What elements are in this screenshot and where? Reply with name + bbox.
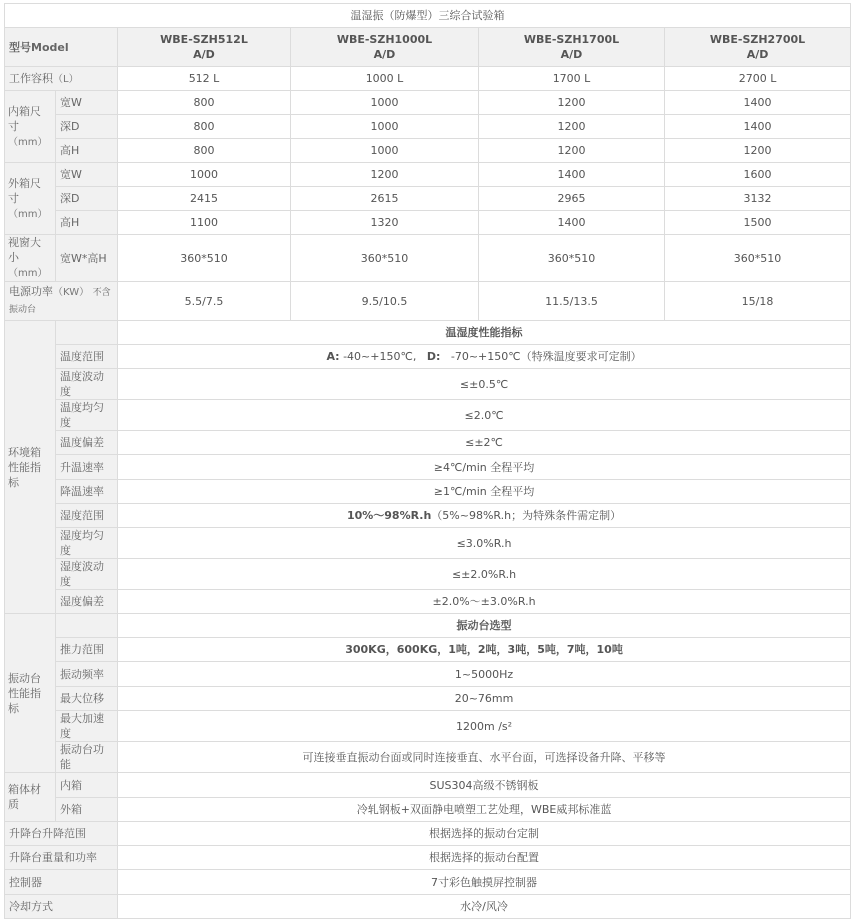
volume-label: 工作容积（L） xyxy=(5,67,118,91)
temp-range-value: A: -40~+150℃, D: -70~+150℃（特殊温度要求可定制） xyxy=(118,345,851,369)
inner-size-row xyxy=(5,115,851,139)
model-label: 型号Model xyxy=(5,28,118,67)
row-label: 最大位移 xyxy=(56,687,118,711)
cell-value: 1000 xyxy=(118,163,291,187)
misc-row xyxy=(5,895,851,919)
material-row xyxy=(5,798,851,822)
cell-value: 800 xyxy=(118,115,291,139)
row-value: ≥1℃/min 全程平均 xyxy=(118,480,851,504)
cell-value: 1000 xyxy=(291,139,479,163)
env-group-label: 环境箱 性能指标 xyxy=(5,321,56,614)
cell-value: 15/18 xyxy=(665,282,851,321)
env-section-title: 温湿度性能指标 xyxy=(118,321,851,345)
misc-row xyxy=(5,870,851,895)
cell-value: 3132 xyxy=(665,187,851,211)
cell-value: 5.5/7.5 xyxy=(118,282,291,321)
row-value: ≤±0.5℃ xyxy=(118,369,851,400)
thrust-value: 300KG，600KG，1吨，2吨，3吨，5吨，7吨，10吨 xyxy=(118,638,851,662)
vib-group-label: 振动台 性能指标 xyxy=(5,614,56,773)
cell-value: 1400 xyxy=(665,91,851,115)
row-value: ±2.0%～±3.0%R.h xyxy=(118,590,851,614)
env-section-row xyxy=(5,321,851,345)
dim-label: 宽W xyxy=(56,91,118,115)
inner-size-label: 内箱尺寸 （mm） xyxy=(5,91,56,163)
cell-value: 1200 xyxy=(291,163,479,187)
cell-value: 1400 xyxy=(665,115,851,139)
inner-size-row xyxy=(5,139,851,163)
row-value: 冷轧钢板+双面静电喷塑工艺处理，WBE威邦标准蓝 xyxy=(118,798,851,822)
cell-value: 2615 xyxy=(291,187,479,211)
cell-value: 1500 xyxy=(665,211,851,235)
row-label: 降温速率 xyxy=(56,480,118,504)
cell-value: 2965 xyxy=(479,187,665,211)
model-header-2: WBE-SZH1000L A/D xyxy=(291,28,479,67)
dim-label: 高H xyxy=(56,211,118,235)
model-header-1: WBE-SZH512L A/D xyxy=(118,28,291,67)
power-row xyxy=(5,282,851,321)
power-label: 电源功率（KW） 不含振动台 xyxy=(5,282,118,321)
env-row xyxy=(5,559,851,590)
outer-size-row xyxy=(5,187,851,211)
cell-value: 1000 xyxy=(291,115,479,139)
cell-value: 800 xyxy=(118,139,291,163)
cell-value: 1400 xyxy=(479,163,665,187)
row-value: 20~76mm xyxy=(118,687,851,711)
cell-value: 1600 xyxy=(665,163,851,187)
cell-value: 1000 xyxy=(291,91,479,115)
cell-value: 1200 xyxy=(479,91,665,115)
row-value: 可连接垂直振动台面或同时连接垂直、水平台面，可选择设备升降、平移等 xyxy=(118,742,851,773)
row-label: 内箱 xyxy=(56,773,118,798)
volume-value: 2700 L xyxy=(665,67,851,91)
cell-value: 360*510 xyxy=(291,235,479,282)
row-label: 最大加速度 xyxy=(56,711,118,742)
cell-value: 360*510 xyxy=(118,235,291,282)
window-row xyxy=(5,235,851,282)
empty-label xyxy=(56,321,118,345)
env-row xyxy=(5,431,851,455)
row-label: 湿度均匀度 xyxy=(56,528,118,559)
env-row xyxy=(5,528,851,559)
row-label: 湿度偏差 xyxy=(56,590,118,614)
dim-label: 深D xyxy=(56,115,118,139)
temp-range-row xyxy=(5,345,851,369)
row-label: 振动台功能 xyxy=(56,742,118,773)
volume-row xyxy=(5,67,851,91)
row-label: 湿度波动度 xyxy=(56,559,118,590)
cell-value: 800 xyxy=(118,91,291,115)
model-header-3: WBE-SZH1700L A/D xyxy=(479,28,665,67)
row-value: 1200m /s² xyxy=(118,711,851,742)
volume-value: 1000 L xyxy=(291,67,479,91)
dim-label: 宽W xyxy=(56,163,118,187)
empty-label xyxy=(56,614,118,638)
env-row xyxy=(5,400,851,431)
vib-row xyxy=(5,662,851,687)
cell-value: 1200 xyxy=(479,139,665,163)
model-header-4: WBE-SZH2700L A/D xyxy=(665,28,851,67)
humidity-range-value: 10%～98%R.h（5%~98%R.h；为特殊条件需定制） xyxy=(118,504,851,528)
row-label: 温度波动度 xyxy=(56,369,118,400)
inner-size-row xyxy=(5,91,851,115)
vib-row xyxy=(5,742,851,773)
cell-value: 1400 xyxy=(479,211,665,235)
dim-label: 深D xyxy=(56,187,118,211)
row-label: 外箱 xyxy=(56,798,118,822)
row-value: ≤±2℃ xyxy=(118,431,851,455)
row-label: 升降台重量和功率 xyxy=(5,846,118,870)
humidity-range-row xyxy=(5,504,851,528)
outer-size-row xyxy=(5,211,851,235)
env-row xyxy=(5,590,851,614)
row-value: ≤3.0%R.h xyxy=(118,528,851,559)
model-row xyxy=(5,28,851,67)
row-label: 升温速率 xyxy=(56,455,118,480)
temp-range-label: 温度范围 xyxy=(56,345,118,369)
env-row xyxy=(5,480,851,504)
outer-size-row xyxy=(5,163,851,187)
misc-row xyxy=(5,846,851,870)
cell-value: 1320 xyxy=(291,211,479,235)
window-label: 视窗大小 （mm） xyxy=(5,235,56,282)
row-value: ≤2.0℃ xyxy=(118,400,851,431)
row-value: SUS304高级不锈钢板 xyxy=(118,773,851,798)
row-value: 水冷/风冷 xyxy=(118,895,851,919)
cell-value: 9.5/10.5 xyxy=(291,282,479,321)
env-row xyxy=(5,455,851,480)
material-label: 箱体材质 xyxy=(5,773,56,822)
vib-section-row xyxy=(5,614,851,638)
cell-value: 1200 xyxy=(479,115,665,139)
row-label: 冷却方式 xyxy=(5,895,118,919)
table-title: 温湿振（防爆型）三综合试验箱 xyxy=(5,4,851,28)
row-value: 根据选择的振动台配置 xyxy=(118,846,851,870)
cell-value: 360*510 xyxy=(665,235,851,282)
row-label: 推力范围 xyxy=(56,638,118,662)
cell-value: 360*510 xyxy=(479,235,665,282)
row-label: 控制器 xyxy=(5,870,118,895)
row-value: 根据选择的振动台定制 xyxy=(118,822,851,846)
dim-label: 高H xyxy=(56,139,118,163)
outer-size-label: 外箱尺寸 （mm） xyxy=(5,163,56,235)
volume-value: 512 L xyxy=(118,67,291,91)
title-row xyxy=(5,4,851,28)
dim-label: 宽W*高H xyxy=(56,235,118,282)
cell-value: 2415 xyxy=(118,187,291,211)
vib-row xyxy=(5,711,851,742)
material-row xyxy=(5,773,851,798)
row-value: 1~5000Hz xyxy=(118,662,851,687)
row-label: 温度均匀度 xyxy=(56,400,118,431)
env-row xyxy=(5,369,851,400)
cell-value: 1200 xyxy=(665,139,851,163)
thrust-row xyxy=(5,638,851,662)
misc-row xyxy=(5,822,851,846)
row-label: 温度偏差 xyxy=(56,431,118,455)
volume-value: 1700 L xyxy=(479,67,665,91)
cell-value: 1100 xyxy=(118,211,291,235)
vib-row xyxy=(5,687,851,711)
row-label: 升降台升降范围 xyxy=(5,822,118,846)
spec-table xyxy=(4,3,851,919)
row-value: ≤±2.0%R.h xyxy=(118,559,851,590)
row-value: ≥4℃/min 全程平均 xyxy=(118,455,851,480)
row-value: 7寸彩色触摸屏控制器 xyxy=(118,870,851,895)
cell-value: 11.5/13.5 xyxy=(479,282,665,321)
humidity-range-label: 湿度范围 xyxy=(56,504,118,528)
row-label: 振动频率 xyxy=(56,662,118,687)
vib-section-title: 振动台选型 xyxy=(118,614,851,638)
